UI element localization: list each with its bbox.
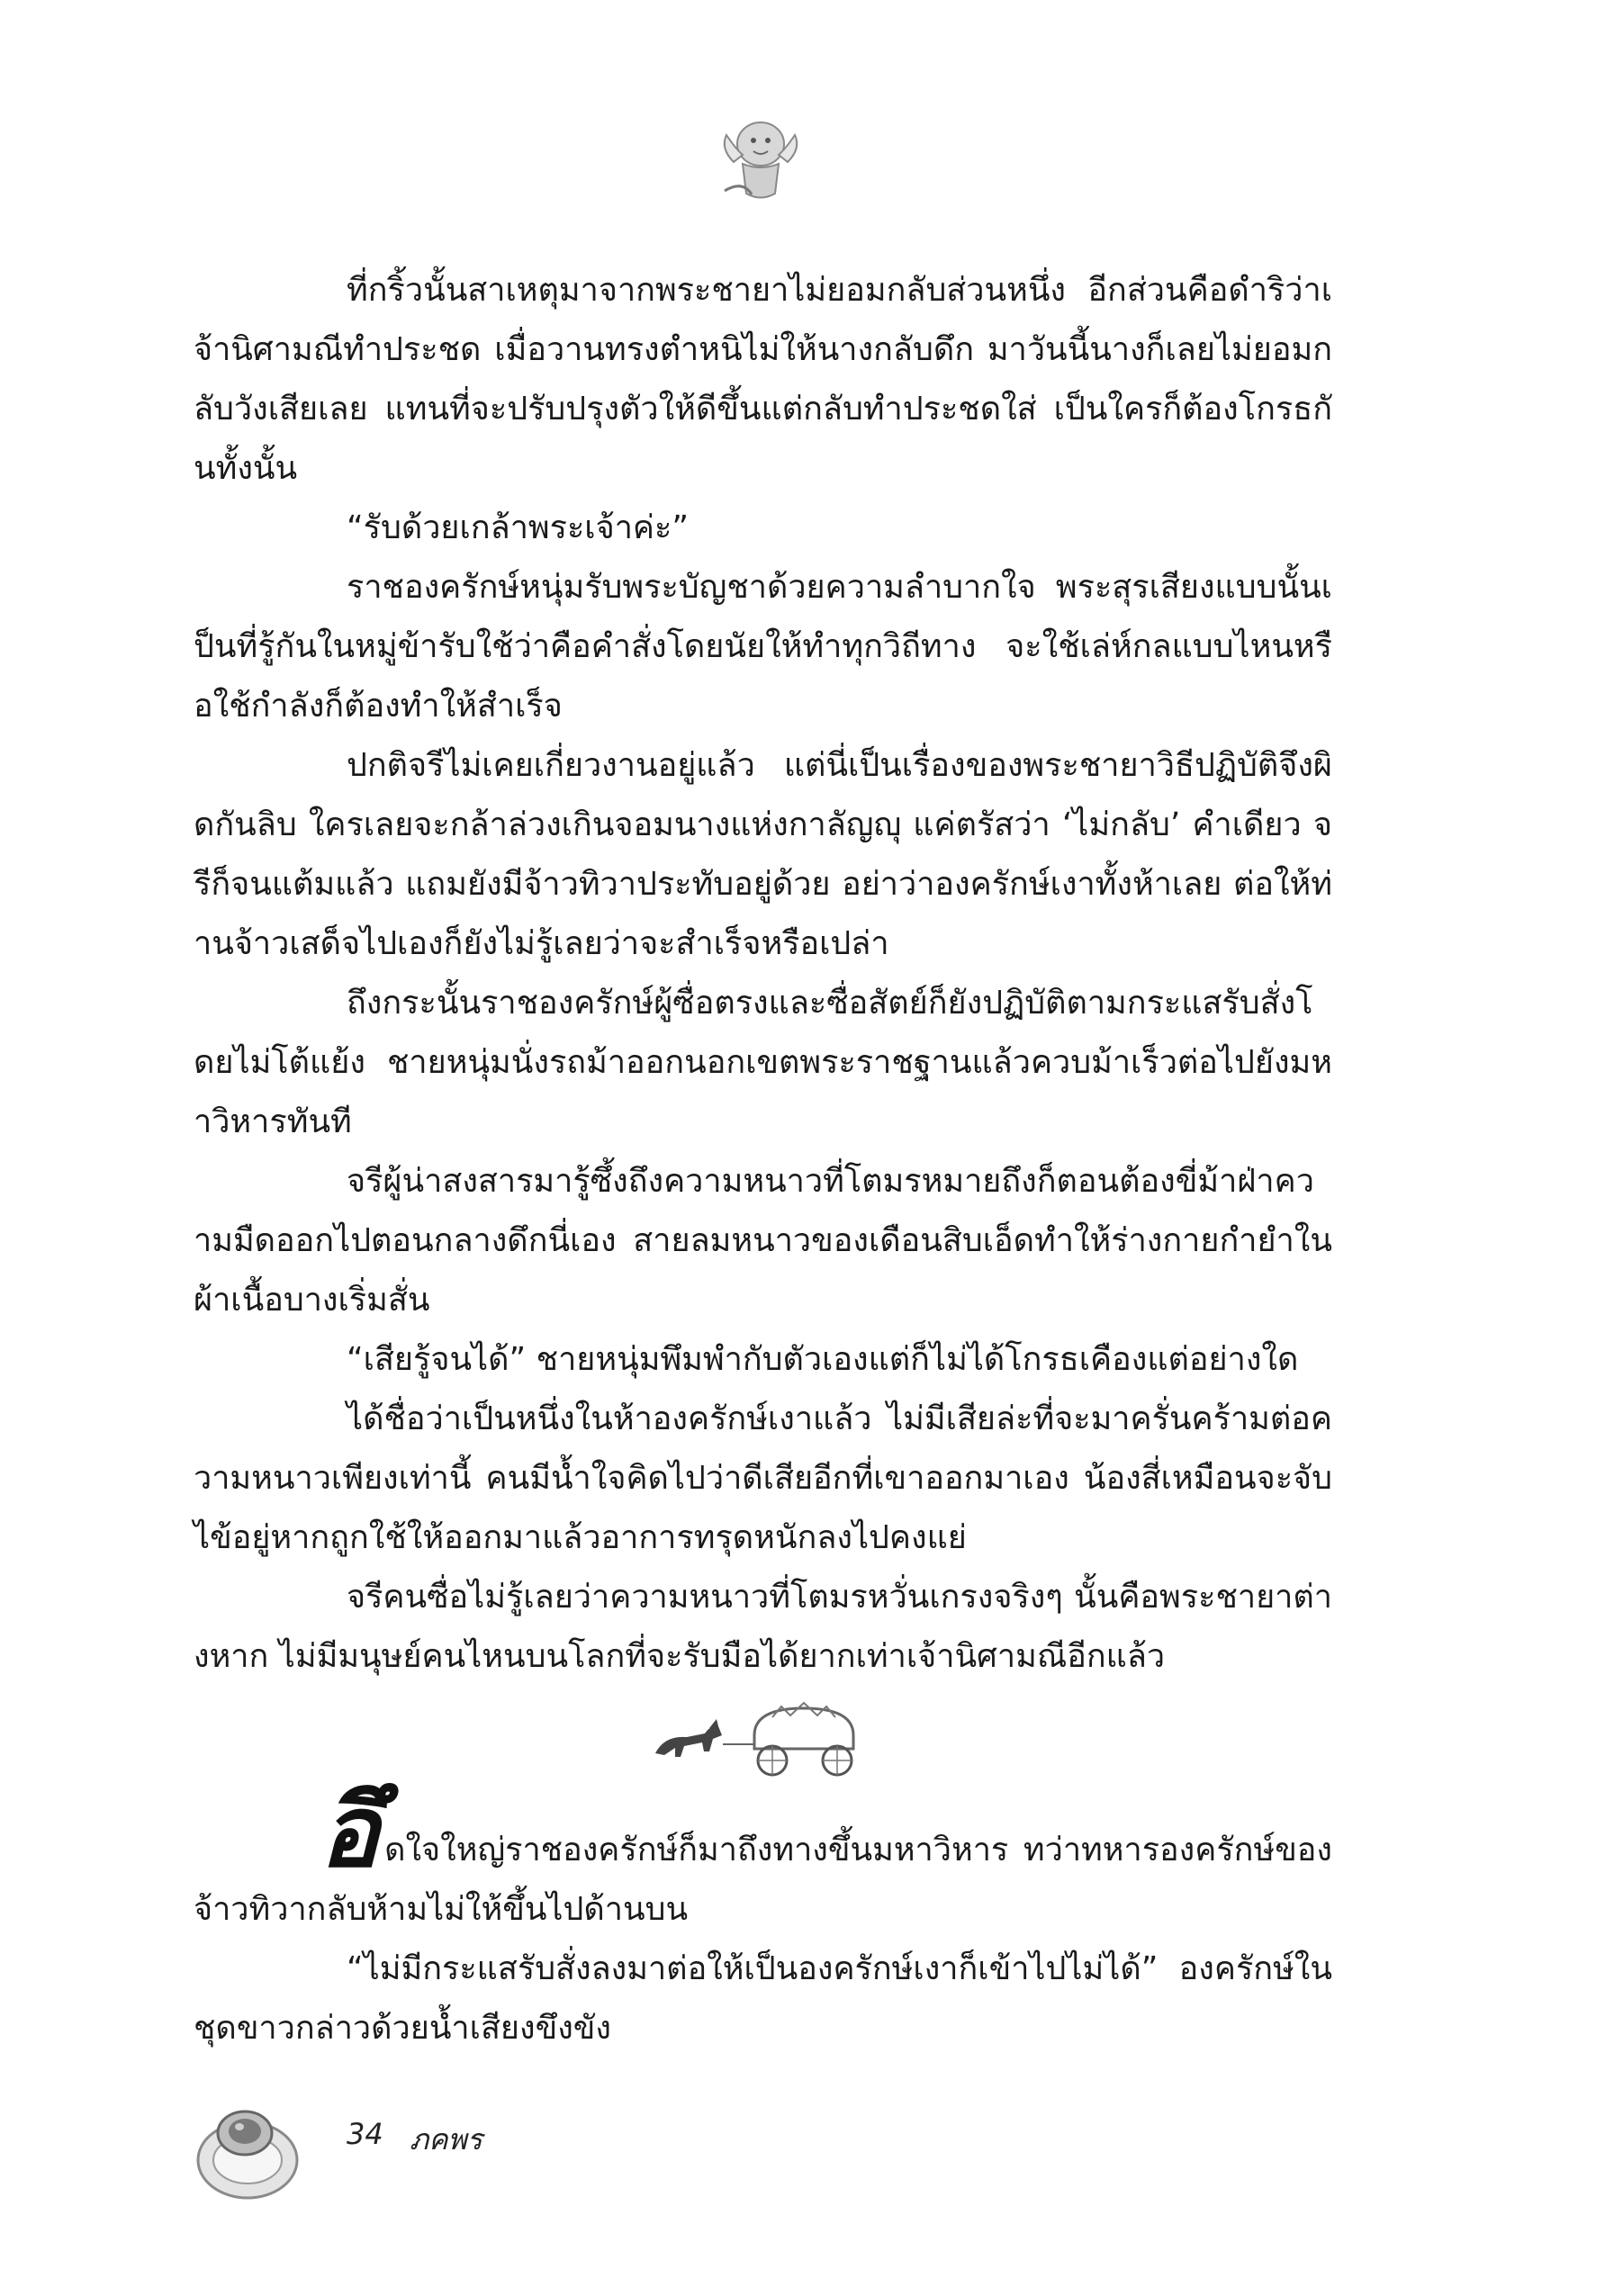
paragraph: ที่กริ้วนั้นสาเหตุมาจากพระชายาไม่ยอมกลับส่วนหนึ่ง อีกส่วนคือดำริว่าเจ้านิศามณีทำประชด เมื่อวานทรงตำหนิไม่ให้นางกลับดึก มาวันนี้นางก็เลยไม่ยอมกลับวังเสียเลย แทนที่จะปรับปรุงตัวให้ดีขึ้นแต่กลับทำประชดใส่ เป็นใครก็ต้องโกรธกันทั้งนั้น	[194, 272, 1332, 487]
text-body	[194, 261, 1332, 2058]
ring-icon	[189, 2088, 306, 2205]
paragraph: ได้ชื่อว่าเป็นหนึ่งในห้าองครักษ์เงาแล้ว ไม่มีเสียล่ะที่จะมาครั่นคร้ามต่อความหนาวเพียงเท่านี้ คนมีน้ำใจคิดไปว่าดีเสียอีกที่เขาออกมาเอง น้องสี่เหมือนจะจับไข้อยู่หากถูกใช้ให้ออกมาแล้วอาการทรุดหนักลงไปคงแย่	[194, 1400, 1332, 1556]
drop-cap: อึ	[320, 1773, 380, 1889]
paragraph: ปกติจรีไม่เคยเกี่ยวงานอยู่แล้ว แต่นี่เป็นเรื่องของพระชายาวิธีปฏิบัติจึงผิดกันลิบ ใครเลยจะกล้าล่วงเกินจอมนางแห่งกาลัญญุ แค่ตรัสว่า ‘ไม่กลับ’ คำเดียว จรีก็จนแต้มแล้ว แถมยังมีจ้าวทิวาประทับอยู่ด้วย อย่าว่าองครักษ์เงาทั้งห้าเลย ต่อให้ท่านจ้าวเสด็จไปเองก็ยังไม่รู้เลยว่าจะสำเร็จหรือเปล่า	[194, 747, 1332, 962]
paragraph: จรีคนซื่อไม่รู้เลยว่าความหนาวที่โตมรหวั่นเกรงจริงๆ นั้นคือพระชายาต่างหาก ไม่มีมนุษย์คนไหนบนโลกที่จะรับมือได้ยากเท่าเจ้านิศามณีอีกแล้ว	[194, 1579, 1332, 1675]
cherub-icon	[716, 108, 806, 207]
paragraph: “เสียรู้จนได้” ชายหนุ่มพึมพำกับตัวเองแต่ก็ไม่ได้โกรธเคืองแต่อย่างใด	[347, 1341, 1299, 1378]
paragraph: “ไม่มีกระแสรับสั่งลงมาต่อให้เป็นองครักษ์เงาก็เข้าไปไม่ได้” องครักษ์ในชุดขาวกล่าวด้วยน้ำเสียงขึงขัง	[194, 1950, 1332, 2047]
page-footer	[189, 2088, 639, 2205]
drop-cap-paragraph	[194, 1773, 1332, 1940]
paragraph: “รับด้วยเกล้าพระเจ้าค่ะ”	[347, 509, 689, 546]
paragraph: จรีผู้น่าสงสารมารู้ซึ้งถึงความหนาวที่โตมรหมายถึงก็ตอนต้องขี่ม้าฝ่าความมืดออกไปตอนกลางดึกนี่เอง สายลมหนาวของเดือนสิบเอ็ดทำให้ร่างกายกำยำในผ้าเนื้อบางเริ่มสั่น	[194, 1163, 1332, 1319]
running-title: ภคพร	[410, 2122, 482, 2156]
paragraph: ถึงกระนั้นราชองครักษ์ผู้ซื่อตรงและซื่อสัตย์ก็ยังปฏิบัติตามกระแสรับสั่งโดยไม่โต้แย้ง ชายหนุ่มนั่งรถม้าออกนอกเขตพระราชฐานแล้วควบม้าเร็วต่อไปยังมหาวิหารทันที	[194, 985, 1332, 1140]
paragraph: ราชองครักษ์หนุ่มรับพระบัญชาด้วยความลำบากใจ พระสุรเสียงแบบนั้นเป็นที่รู้กันในหมู่ข้ารับใช้ว่าคือคำสั่งโดยนัยให้ทำทุกวิถีทาง จะใช้เล่ห์กลแบบไหนหรือใช้กำลังก็ต้องทำให้สำเร็จ	[194, 569, 1332, 725]
page-number: 34	[347, 2117, 383, 2151]
drop-cap-rest: ดใจใหญ่ราชองครักษ์ก็มาถึงทางขึ้นมหาวิหาร ทว่าทหารองครักษ์ของจ้าวทิวากลับห้ามไม่ให้ขึ้นไปด้านบน	[194, 1832, 1332, 1928]
horse-carriage-icon	[637, 1699, 889, 1780]
